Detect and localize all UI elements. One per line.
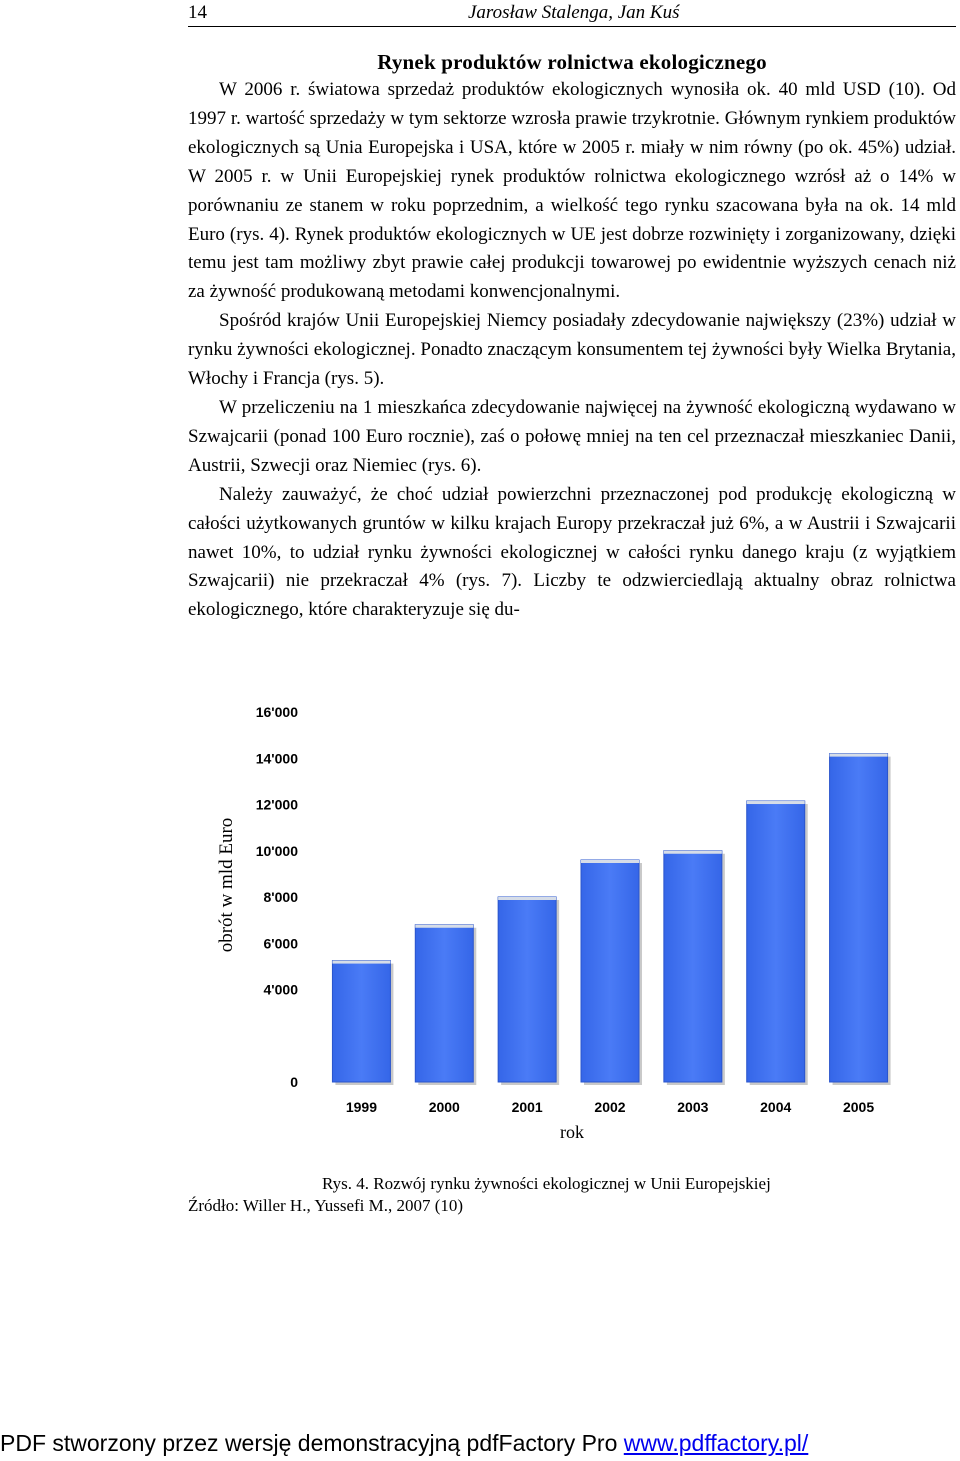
bar-top-highlight: [664, 851, 722, 854]
x-tick-label: 2001: [511, 1099, 543, 1115]
footer-text: PDF stworzony przez wersję demonstracyjną pdfFactory Pro: [0, 1430, 624, 1456]
page-number: 14: [188, 2, 207, 23]
paragraph: W przeliczeniu na 1 mieszkańca zdecydowanie najwięcej na żywność ekologiczną wydawano w Szwajcarii (ponad 100 Euro rocznie), zaś o połowę mniej na ten cel przeznaczał mieszkaniec Danii, Austrii, Szwecji oraz Niemiec (rys. 6).: [188, 396, 956, 476]
bar-top-highlight: [747, 801, 805, 804]
y-axis-label: obrót w mld Euro: [216, 817, 237, 953]
x-axis-label: rok: [560, 1122, 584, 1142]
y-tick-label: 6'000: [263, 935, 298, 952]
bar-chart: [190, 690, 930, 1160]
bar-top-highlight: [581, 860, 639, 863]
y-tick-label: 4'000: [263, 981, 298, 998]
x-tick-label: 2002: [594, 1099, 626, 1115]
figure-caption: Rys. 4. Rozwój rynku żywności ekologicznej w Unii Europejskiej: [322, 1174, 771, 1193]
x-tick-label: 2004: [760, 1099, 792, 1115]
body-text: [188, 76, 956, 625]
bar: [830, 754, 888, 1082]
y-tick-label: 8'000: [263, 889, 298, 905]
y-tick-label: 10'000: [255, 842, 298, 859]
footer-link[interactable]: www.pdffactory.pl/: [623, 1430, 809, 1456]
figure-source: Źródło: Willer H., Yussefi M., 2007 (10): [188, 1196, 464, 1215]
x-tick-label: 2003: [677, 1099, 709, 1115]
paragraph: W 2006 r. światowa sprzedaż produktów ekologicznych wynosiła ok. 40 mld USD (10). Od 1997 r. wartość sprzedaży w tym sektorze wzrosła prawie trzykrotnie. Głównym rynkiem produktów ekologicznych są Unia Europejska i USA, które w 2005 r. miały w nim równy (po ok. 45%) udział. W 2005 r. w Unii Europejskiej rynek produktów rolnictwa ekologicznego wzrósł aż o 14% w porównaniu ze stanem w roku poprzednim, a wielkość tego rynku szacowana była na ok. 14 mld Euro (rys. 4). Rynek produktów ekologicznych w UE jest dobrze rozwinięty i zorganizowany, dzięki temu jest tam możliwy zbyt prawie całej produkcji towarowej po ewidentnie wyższych cenach niż za żywność produkowaną metodami konwencjonalnymi.: [188, 79, 956, 303]
pdf-watermark-footer: [0, 1430, 960, 1457]
bar: [581, 860, 639, 1082]
y-tick-label: 12'000: [255, 796, 298, 813]
y-tick-label: 0: [290, 1074, 298, 1090]
running-authors: Jarosław Stalenga, Jan Kuś: [468, 2, 680, 23]
paragraph: Należy zauważyć, że choć udział powierzchni przeznaczonej pod produkcję ekologiczną w całości użytkowanych gruntów w kilku krajach Europy przekraczał już 6%, a w Austrii i Szwajcarii nawet 10%, to udział rynku żywności ekologicznej w całości rynku danego kraju (z wyjątkiem Szwajcarii) nie przekraczał 4% (rys. 7). Liczby te odzwierciedlają aktualny obraz rolnictwa ekologicznego, które charakteryzuje się du-: [188, 483, 956, 621]
bar-top-highlight: [498, 897, 556, 900]
bar-top-highlight: [830, 754, 888, 757]
section-title: Rynek produktów rolnictwa ekologicznego: [377, 50, 767, 74]
chart-svg: [190, 690, 930, 1160]
bar: [664, 851, 722, 1082]
y-tick-label: 14'000: [255, 750, 298, 767]
bar: [498, 897, 556, 1082]
x-tick-label: 1999: [345, 1099, 378, 1115]
page-header: [188, 0, 956, 27]
y-tick-label: 16'000: [255, 704, 298, 720]
bar-top-highlight: [415, 925, 473, 928]
bar: [332, 961, 390, 1082]
bar-top-highlight: [332, 961, 390, 964]
bar: [415, 925, 473, 1082]
paragraph: Spośród krajów Unii Europejskiej Niemcy posiadały zdecydowanie największy (23%) udział w rynku żywności ekologicznej. Ponadto znaczącym konsumentem tej żywności były Wielka Brytania, Włochy i Francja (rys. 5).: [188, 310, 956, 390]
x-tick-label: 2000: [428, 1099, 460, 1115]
x-tick-label: 2005: [842, 1099, 875, 1115]
bar: [747, 801, 805, 1082]
